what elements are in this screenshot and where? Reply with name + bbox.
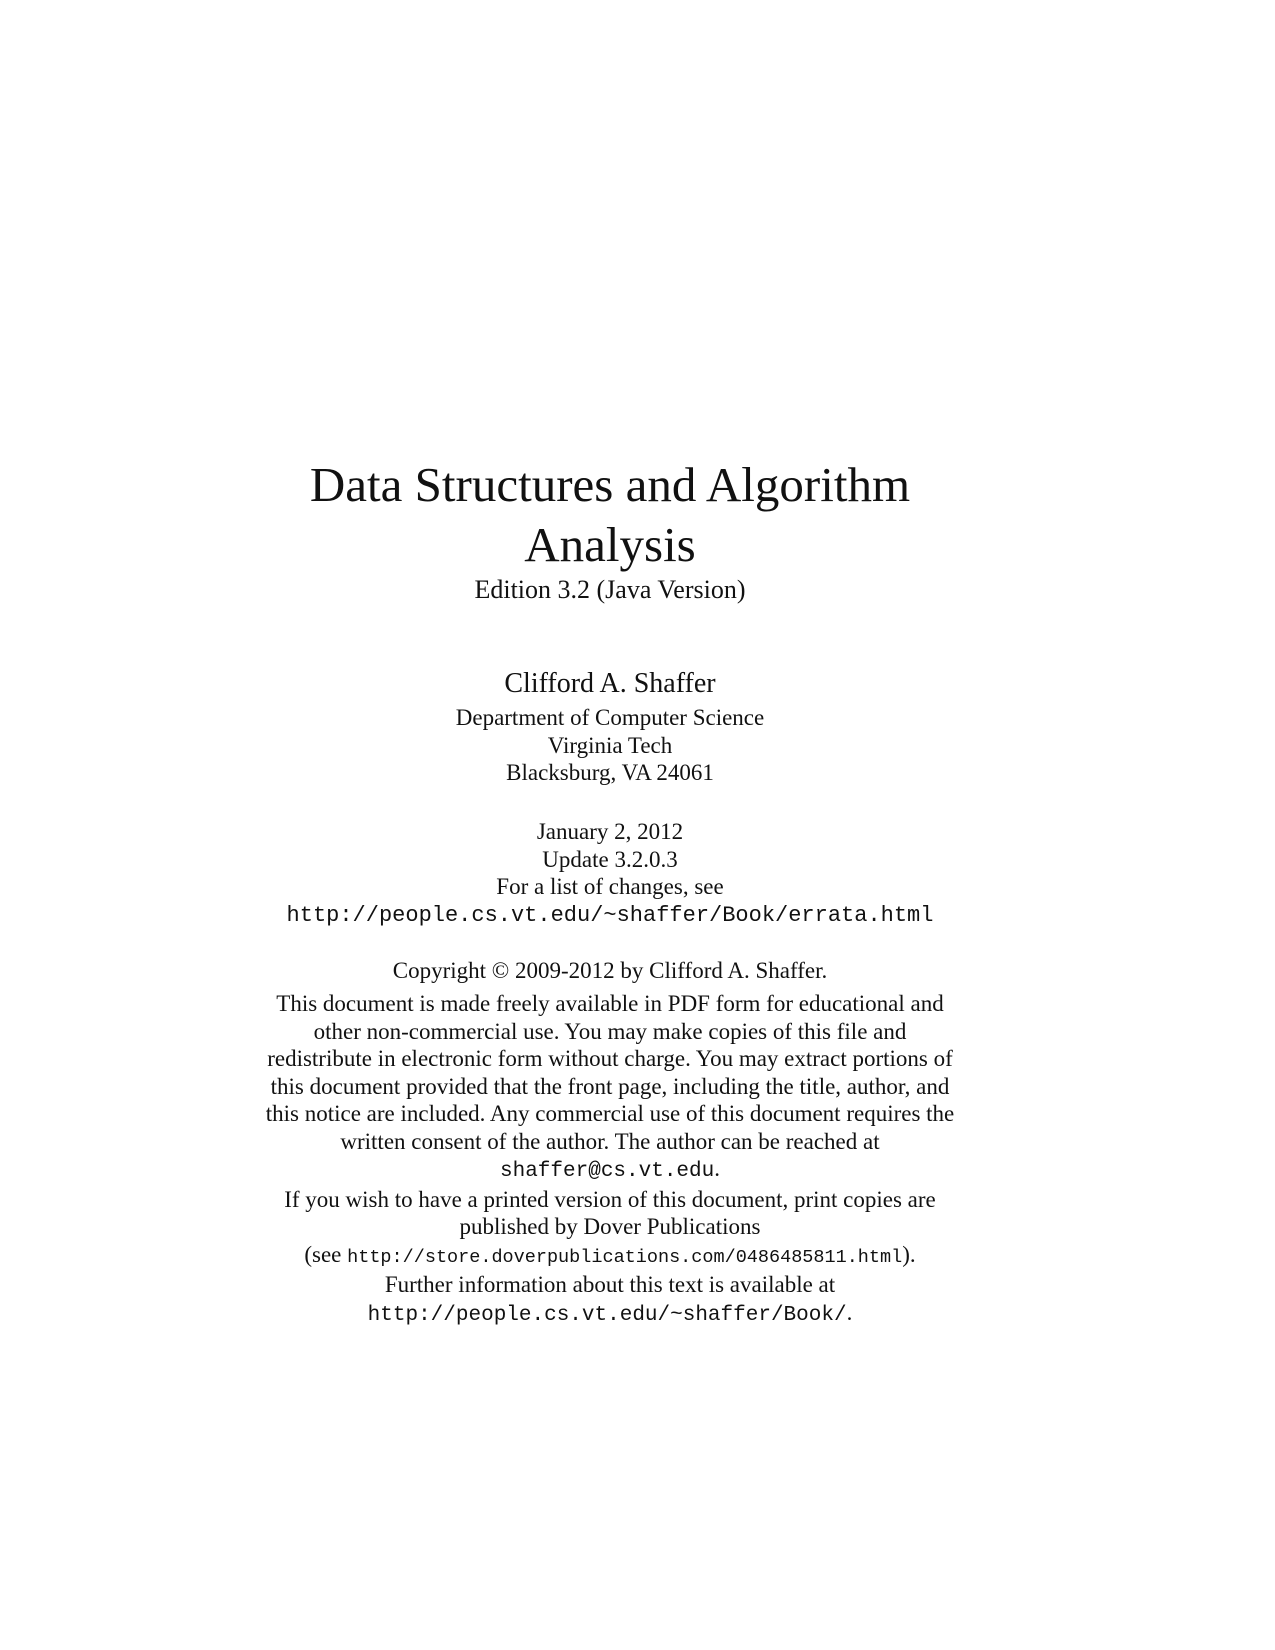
license-notice	[0, 990, 1220, 1329]
notice-line: this document provided that the front page, including the title, author, and	[270, 1073, 950, 1099]
department: Department of Computer Science	[455, 705, 765, 730]
copyright-notice: Copyright © 2009-2012 by Clifford A. Shaffer.	[392, 958, 828, 983]
notice-line: written consent of the author. The author can be reached at	[340, 1128, 880, 1154]
notice-line: this notice are included. Any commercial use of this document requires the	[265, 1101, 955, 1126]
email-line: shaffer@cs.vt.edu.	[500, 1156, 720, 1183]
changes-text: For a list of changes, see	[496, 874, 724, 899]
publication-date: January 2, 2012	[536, 819, 684, 844]
date-block	[0, 818, 1220, 901]
book-url-line: http://people.cs.vt.edu/~shaffer/Book/.	[367, 1299, 853, 1327]
update-version: Update 3.2.0.3	[542, 846, 678, 872]
further-info-text: Further information about this text is available at	[384, 1272, 836, 1297]
print-line: published by Dover Publications	[459, 1214, 761, 1239]
author-affiliation	[0, 704, 1220, 787]
print-line: If you wish to have a printed version of this document, print copies are	[284, 1186, 936, 1212]
dover-link[interactable]: http://store.doverpublications.com/0486485811.html	[347, 1246, 903, 1268]
title-line-1: Data Structures and Algorithm	[309, 457, 911, 512]
author-email-link[interactable]: shaffer@cs.vt.edu	[500, 1160, 715, 1183]
notice-line: This document is made freely available in PDF form for educational and	[276, 991, 944, 1016]
institution: Virginia Tech	[547, 732, 673, 758]
notice-line: redistribute in electronic form without charge. You may extract portions of	[267, 1046, 953, 1071]
title-line-2: Analysis	[524, 517, 696, 572]
book-website-link[interactable]: http://people.cs.vt.edu/~shaffer/Book/	[367, 1303, 847, 1327]
errata-link[interactable]: http://people.cs.vt.edu/~shaffer/Book/errata.html	[286, 903, 934, 928]
notice-line: other non-commercial use. You may make copies of this file and	[313, 1018, 907, 1044]
book-title	[0, 455, 1220, 575]
location: Blacksburg, VA 24061	[506, 760, 714, 785]
edition-label: Edition 3.2 (Java Version)	[474, 575, 746, 604]
author-name: Clifford A. Shaffer	[504, 668, 716, 699]
dover-line: (see http://store.doverpublications.com/0486485811.html).	[304, 1241, 916, 1268]
